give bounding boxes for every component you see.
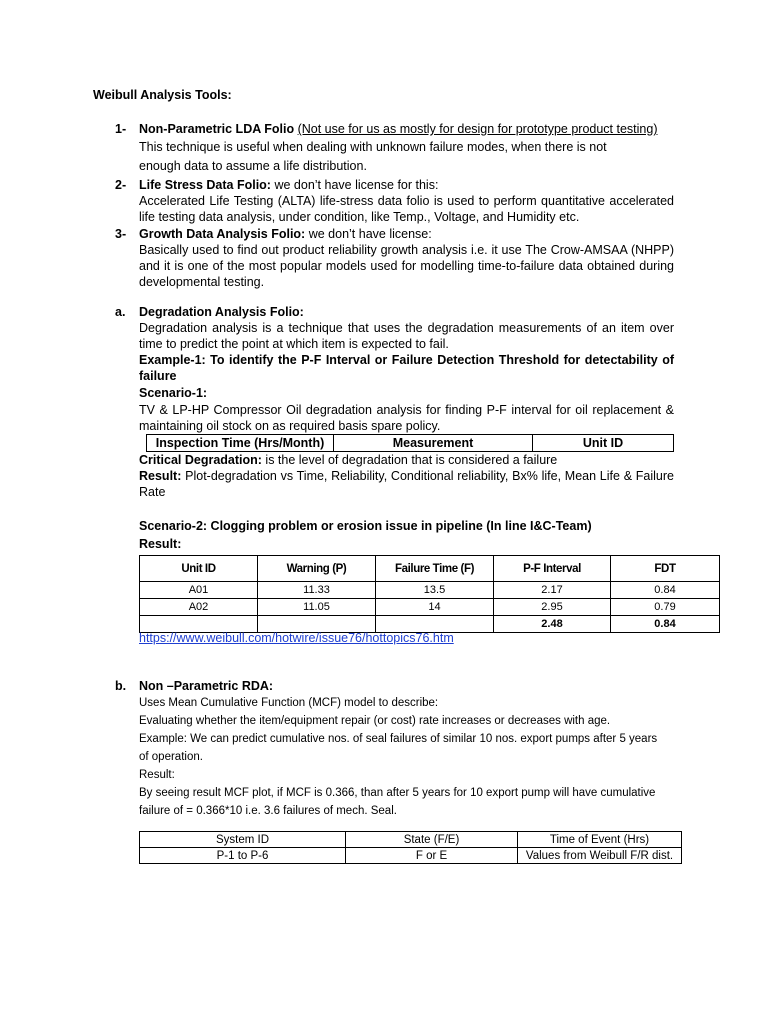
table-cell: 0.84 (611, 582, 720, 599)
table-cell: 2.95 (494, 599, 611, 616)
item-heading: Growth Data Analysis Folio: (139, 227, 306, 241)
item-line: This technique is useful when dealing with unknown failure modes, when there is not (139, 140, 607, 154)
section-degradation (115, 304, 675, 644)
table-row (140, 582, 720, 599)
table-cell: 13.5 (376, 582, 494, 599)
table-header: Time of Event (Hrs) (518, 832, 682, 848)
table-cell: F or E (346, 848, 518, 864)
table-cell: 0.79 (611, 599, 720, 616)
rda-line: Result: (139, 769, 175, 781)
table-cell: 2.48 (494, 616, 611, 633)
table-header: Inspection Time (Hrs/Month) (147, 435, 334, 452)
scenario2-heading: Scenario-2: Clogging problem or erosion issue in pipeline (In line I&C-Team) (139, 519, 592, 533)
table-cell: 14 (376, 599, 494, 616)
weibull-hotwire-link[interactable]: https://www.weibull.com/hotwire/issue76/hottopics76.htm (139, 631, 454, 645)
item-heading-rest: we don’t have license: (305, 227, 432, 241)
item-life-stress (115, 177, 675, 227)
table-header: FDT (611, 556, 720, 582)
scenario1-text: TV & LP-HP Compressor Oil degradation analysis for finding P-F interval for oil replacement & maintaining oil stock on as required basis spare policy. (139, 403, 674, 433)
table-header-row (140, 832, 682, 848)
table-cell: A01 (140, 582, 258, 599)
section-text: Degradation analysis is a technique that uses the degradation measurements of an item over time to predict the point at which item is expected to fail. (139, 321, 674, 351)
result2-label: Result: (139, 537, 182, 551)
section-rda (115, 678, 675, 878)
rda-line: Uses Mean Cumulative Function (MCF) model to describe: (139, 697, 439, 709)
table-cell: A02 (140, 599, 258, 616)
table-row (140, 848, 682, 864)
item-line: enough data to assume a life distribution. (139, 159, 367, 173)
section-heading: Non –Parametric RDA: (139, 679, 274, 693)
critical-text: is the level of degradation that is considered a failure (261, 453, 558, 467)
rda-line: of operation. (139, 751, 203, 763)
section-letter: b. (115, 679, 127, 693)
item-note: (Not use for us as mostly for design for prototype product testing) (297, 122, 658, 136)
table-header: System ID (140, 832, 346, 848)
table-cell: 0.84 (611, 616, 720, 633)
table-header-row (140, 556, 720, 582)
table-cell: Values from Weibull F/R dist. (518, 848, 682, 864)
result-label: Result: (139, 469, 182, 483)
table-header: Unit ID (533, 435, 674, 452)
table-header: Failure Time (F) (376, 556, 494, 582)
table-cell: P-1 to P-6 (140, 848, 346, 864)
rda-line: By seeing result MCF plot, if MCF is 0.366, than after 5 years for 10 export pump will have cumulative (139, 787, 656, 799)
result-text: Plot-degradation vs Time, Reliability, Conditional reliability, Bx% life, Mean Life & Failure Rate (139, 469, 674, 499)
scenario1-label: Scenario-1: (139, 386, 208, 400)
page-title: Weibull Analysis Tools: (93, 88, 232, 102)
table-cell: 11.33 (258, 582, 376, 599)
table-row (140, 599, 720, 616)
inspection-table (146, 434, 674, 452)
item-heading: Non-Parametric LDA Folio (139, 122, 295, 136)
item-nonparametric-lda (115, 121, 675, 177)
table-header: State (F/E) (346, 832, 518, 848)
item-text: Accelerated Life Testing (ALTA) life-stress data folio is used to perform quantitative accelerated life testing data analysis, under condition, like Temp., Voltage, and Humidity etc. (139, 194, 674, 224)
item-growth-data (115, 226, 675, 292)
rda-line: Evaluating whether the item/equipment repair (or cost) rate increases or decreases with age. (139, 715, 611, 727)
section-letter: a. (115, 305, 126, 319)
table-header: Measurement (334, 435, 533, 452)
table-header: P-F Interval (494, 556, 611, 582)
item-number: 3- (115, 227, 127, 241)
item-number: 2- (115, 178, 127, 192)
item-text: Basically used to find out product reliability growth analysis i.e. it use The Crow-AMSAA (NHPP) and it is one of the most popular models used for modelling time-to-failure data obtained during developmental testing. (139, 243, 674, 289)
table-header: Unit ID (140, 556, 258, 582)
pf-interval-table (139, 555, 720, 633)
item-number: 1- (115, 122, 127, 136)
table-header: Warning (P) (258, 556, 376, 582)
rda-line: failure of = 0.366*10 i.e. 3.6 failures of mech. Seal. (139, 805, 397, 817)
critical-label: Critical Degradation: (139, 453, 262, 467)
section-heading: Degradation Analysis Folio: (139, 305, 304, 319)
item-heading-rest: we don’t have license for this: (270, 178, 439, 192)
item-heading: Life Stress Data Folio: (139, 178, 271, 192)
table-cell: 11.05 (258, 599, 376, 616)
rda-line: Example: We can predict cumulative nos. of seal failures of similar 10 nos. export pumps after 5 years (139, 733, 658, 745)
table-cell: 2.17 (494, 582, 611, 599)
example-heading: Example-1: To identify the P-F Interval or Failure Detection Threshold for detectability of failure (139, 353, 674, 383)
system-event-table (139, 831, 682, 864)
